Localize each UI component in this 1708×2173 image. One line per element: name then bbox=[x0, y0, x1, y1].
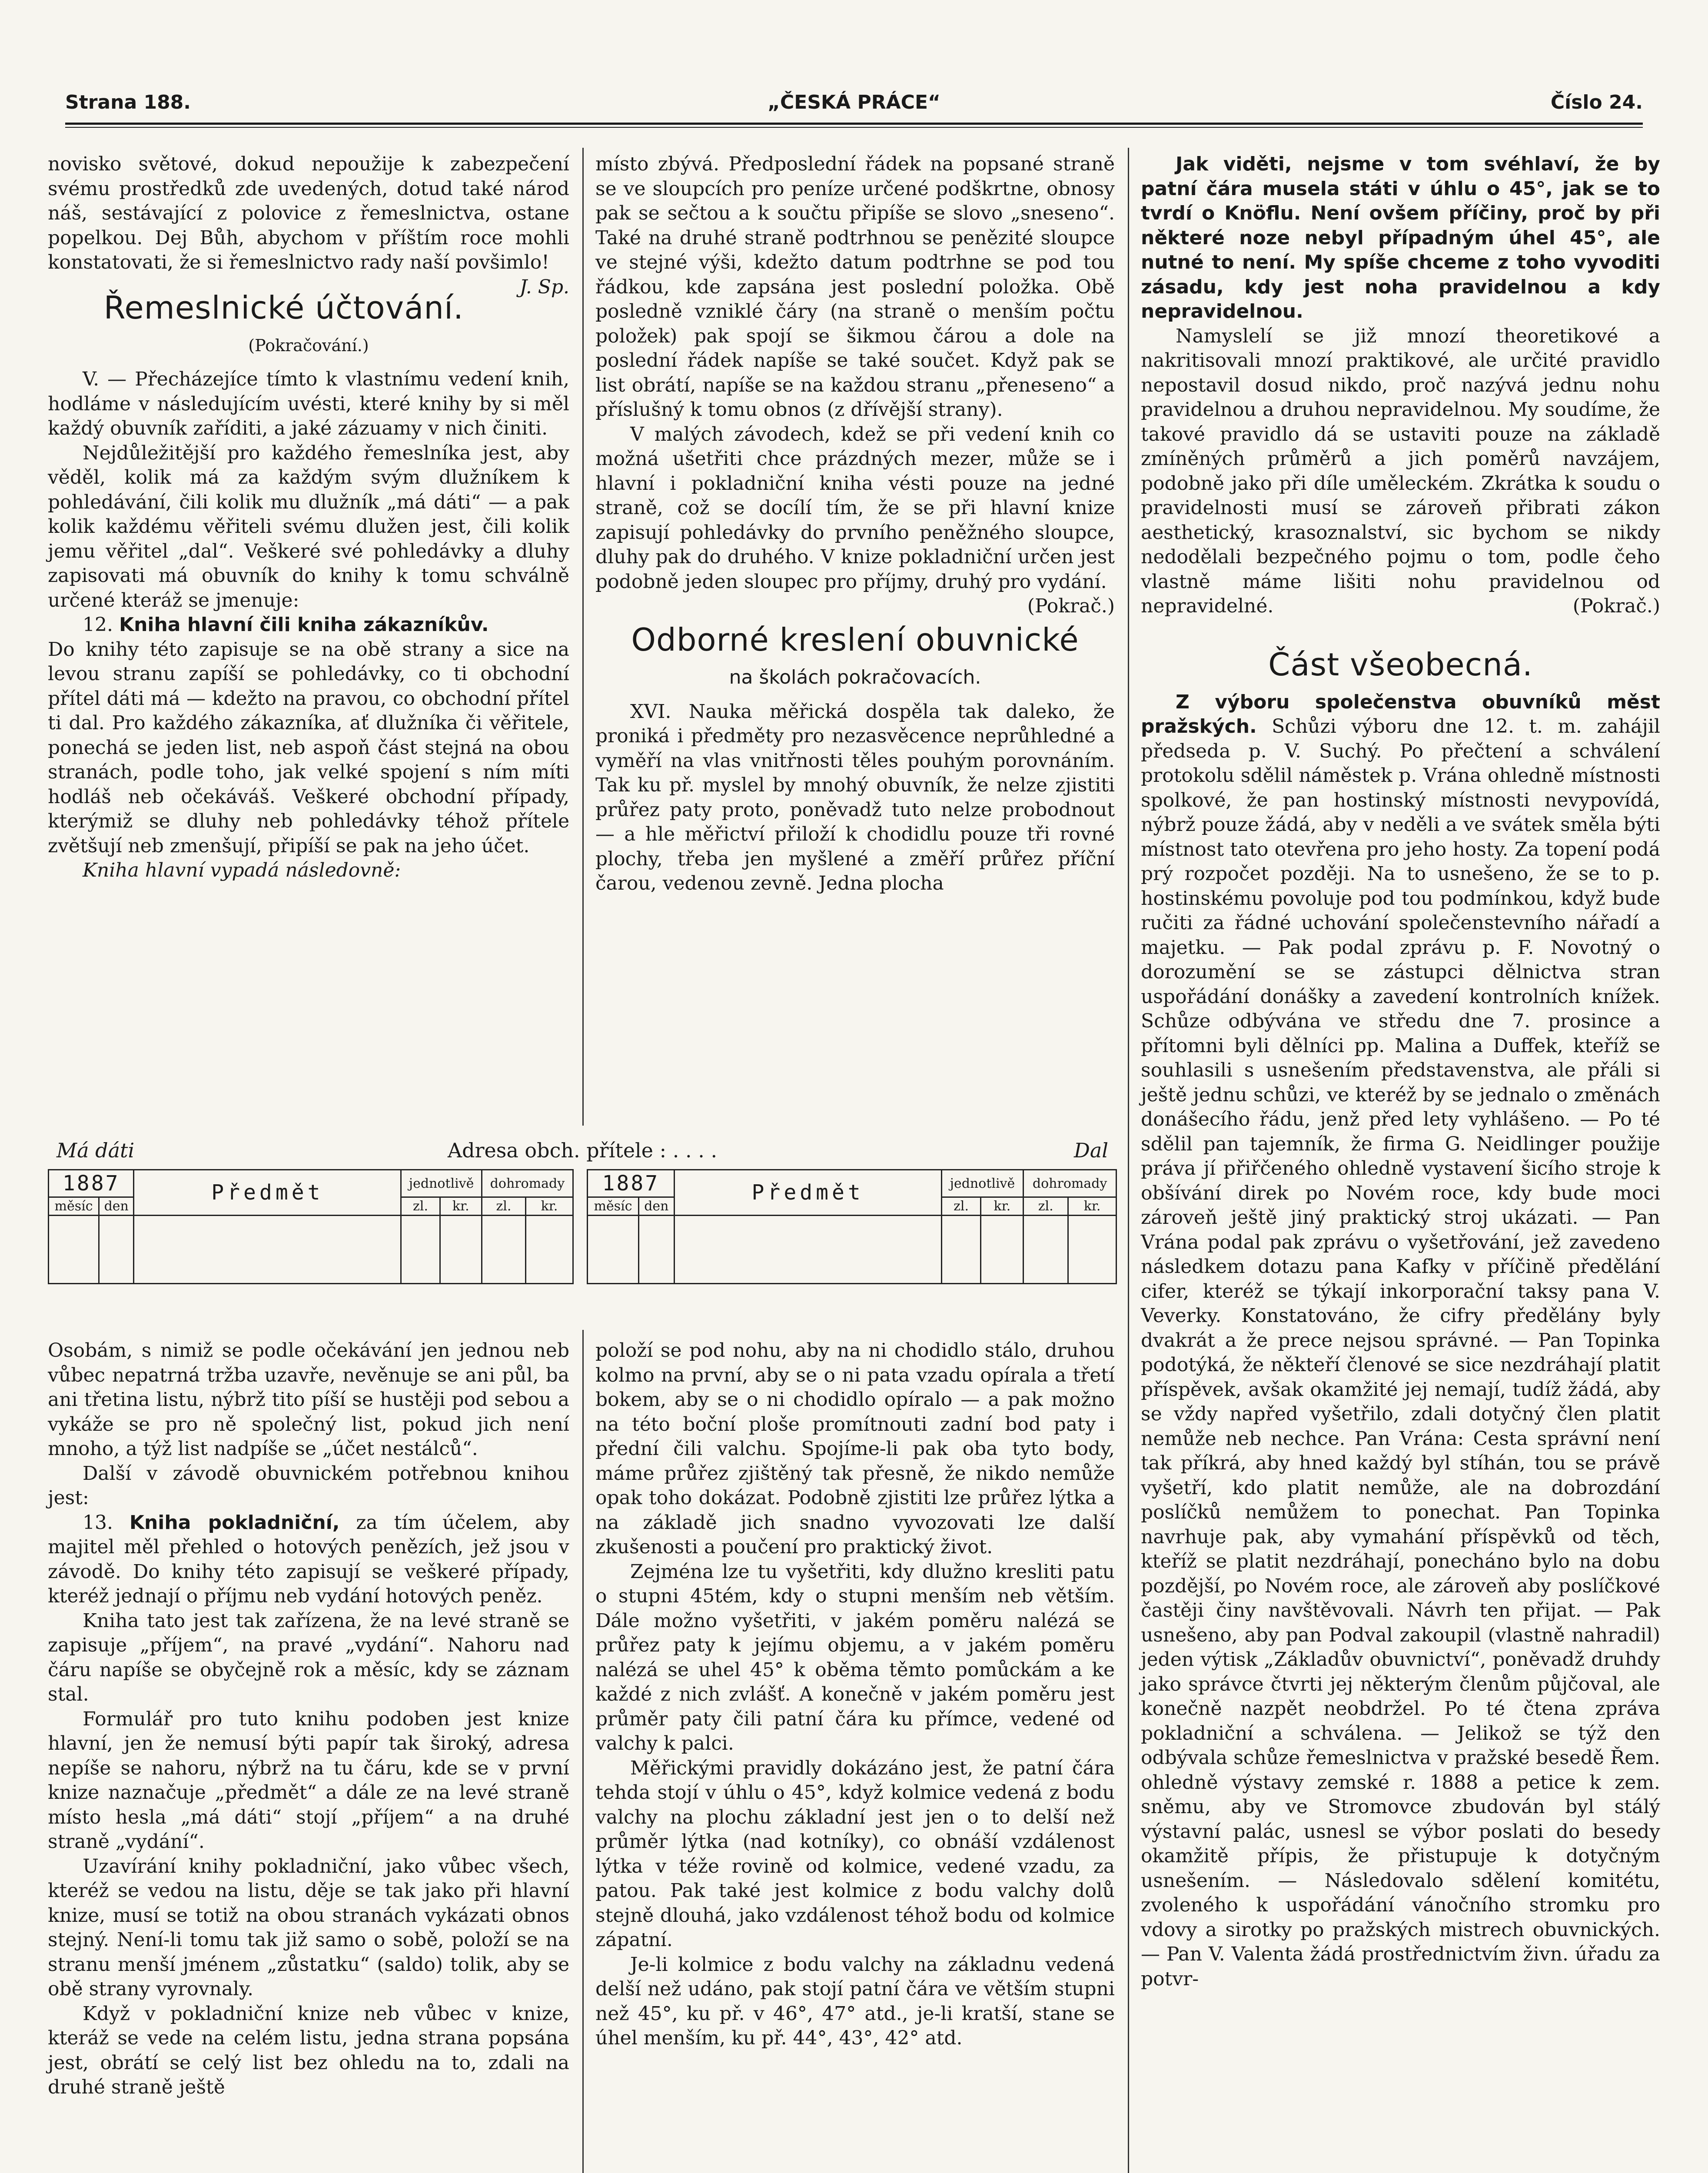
ledger-subject: Předmět bbox=[134, 1170, 401, 1216]
paragraph: Formulář pro tuto knihu podoben jest knize hlavní, jen že nemusí býti papír tak široký, adresa nepíše se nahoru, nýbrž na tu čáru, kde se v první knize naznačuje „předmět“ a dále ze na levé straně místo hesla „má dáti“ stojí „příjem“ a na druhé straně „vydání“. bbox=[48, 1708, 569, 1853]
ledger-table-credit bbox=[587, 1169, 1117, 1284]
ledger-month: měsíc bbox=[49, 1197, 99, 1216]
section-heading: Část všeobecná. bbox=[1268, 646, 1533, 683]
ledger-kr: kr. bbox=[981, 1197, 1023, 1216]
paragraph: Do knihy této zapisuje se na obě strany a sice na levou stranu zapíší se pohledávky, co ti obchodní přítel dáti má — kdežto na pravou, co obchodní přítel ti dal. Pro každého zákazníka, ať dlužníka či věřitele, ponechá se jeden list, neb aspoň část stejná na obou stranách, podle toho, jak velké spojení s ním míti hodláš neb očekáváš. Veškeré obchodní případy, kterýmiž se dluhy neb pohledávky téhož přítele zvětšují neb zmenšují, připíší se pak na jeho účet. bbox=[48, 638, 569, 857]
header-rule bbox=[65, 123, 1643, 125]
column-1-upper bbox=[48, 152, 569, 883]
paragraph: V malých závodech, kdež se při vedení knih co možná ušetřiti chce prázdných mezer, může se i hlavní i pokladniční kniha vésti pouze na jedné straně, což se docílí tím, že se při hlavní knize zapisují pohledávky do prvního peněžného sloupce, dluhy pak do druhého. V knize pokladniční určen jest podobně jeden sloupec pro příjmy, druhý pro vydání. (Pokrač.) bbox=[595, 422, 1115, 595]
column-2-lower bbox=[595, 1339, 1115, 2051]
ledger-day: den bbox=[639, 1197, 675, 1216]
ledger-example-credit bbox=[587, 1169, 1117, 1284]
paragraph: Když v pokladniční knize neb vůbec v knize, kteráž se vede na celém listu, jedna strana popsána jest, obrátí se celý list bez ohledu na to, zdali na druhé straně ještě bbox=[48, 2002, 569, 2098]
paragraph: Kniha tato jest tak zařízena, že na levé straně se zapisuje „příjem“, na pravé „vydání“. Nahoru nad čáru napíše se obyčejně rok a měsíc, kdy se záznam stal. bbox=[48, 1609, 569, 1705]
page-number: Strana 188. bbox=[65, 91, 191, 113]
paragraph: Další v závodě obuvnickém potřebnou knihou jest: bbox=[48, 1462, 569, 1509]
ledger-year: 1887 bbox=[588, 1170, 675, 1197]
section-heading: Řemeslnické účtování. bbox=[103, 289, 464, 326]
paragraph: položí se pod nohu, aby na ni chodidlo stálo, druhou kolmo na první, aby se o ni pata vzadu opírala a třetí bokem, aby se o ni chodidlo opíralo — a pak možno na této boční ploše promítnouti zadní bod paty i přední čili valchu. Spojíme-li pak oba tyto body, máme průřez zjištěný tak přesně, že nikdo nemůže opak toho dokázat. Podobně zjistiti lze průřez lýtka a na základě jich snadno vyvozovati lze další zkušenosti a poučení pro praktický život. bbox=[595, 1339, 1115, 1558]
ledger-unit-header: jednotlivě bbox=[941, 1170, 1023, 1197]
column-divider bbox=[582, 1330, 584, 2173]
ledger-total-header: dohromady bbox=[482, 1170, 573, 1197]
paragraph: novisko světové, dokud nepoužije k zabezpečení svému prostředků zde uvedených, dotud také národ náš, sestávající z polovice z řemeslnictva, ostane popelkou. Dej Bůh, abychom v příštím roce mohli konstatovati, že si řemeslnictvo rady naší povšimlo! J. Sp. bbox=[48, 152, 569, 275]
paragraph: Kniha hlavní vypadá následovně: bbox=[83, 859, 401, 881]
ledger-zl: zl. bbox=[1023, 1197, 1068, 1216]
numbered-heading: 12. Kniha hlavní čili kniha zákazníkův. bbox=[83, 614, 489, 636]
numbered-heading: 13. Kniha pokladniční, za tím účelem, aby majitel měl přehled o hotových penězích, jež jsou v závodě. Do knihy této zapisují se veškeré případy, kteréž jednají o příjmu neb vydání hotových peněz. bbox=[48, 1511, 570, 1607]
paragraph: Namyslelí se již mnozí theoretikové a nakritisovali mnozí praktikové, ale určité pravidlo nepostavil dosud nikdo, proč nazývá jednu nohu pravidelnou a druhou nepravidelnou. My soudíme, že takové pravidlo dá se ustaviti pouze na základě zmíněných průměrů a jich poměrů navzájem, podobně jako při díle uměleckém. Zkrátka k soudu o pravidelnosti musí se zároveň přibrati zákon aesthetický, krasoznalství, sic bychom se nikdy nedodělali bezpečného pojmu o tom, podle čeho vlastně máme lišiti nohu pravidelnou od nepravidelné. (Pokrač.) bbox=[1141, 324, 1660, 619]
section-subheading: (Pokračování.) bbox=[248, 336, 369, 355]
continuation-note: (Pokrač.) bbox=[1572, 595, 1660, 617]
page-header bbox=[65, 91, 1643, 122]
paragraph: Zejména lze tu vyšetřiti, kdy dlužno kresliti patu o stupni 45tém, kdy o stupni menším neb větším. Dále možno vyšetřiti, v jakém poměru nalézá se průřez paty k jejímu objemu, a v jakém poměru nalézá se uhel 45° k oběma těmto pomůckám a ke každé z nich zvlášť. A konečně v jakém poměru jest průměr paty čili patní čára ku přímce, vedené od valchy k palci. bbox=[595, 1560, 1115, 1754]
ledger-subject: Předmět bbox=[674, 1170, 941, 1216]
ledger-year: 1887 bbox=[49, 1170, 134, 1197]
issue-number: Číslo 24. bbox=[1550, 91, 1643, 113]
paragraph: Nejdůležitější pro každého řemeslníka jest, aby věděl, kolik má za každým svým dlužníkem k pohledávání, čili kolik mu dlužník „má dáti“ — a pak kolik každému věřiteli svému dlužen jest, čili kolik jemu věřitel „dal“. Veškeré své pohledávky a dluhy zapisovati má obuvník do knihy k tomu schválně určené kteráž se jmenuje: bbox=[48, 442, 569, 611]
paragraph: XVI. Nauka měřická dospěla tak daleko, že proniká i předměty pro nezasvěcence neprůhledné a vyměří na vlas vnitřnosti těles pouhým porovnáním. Tak ku př. myslel by mnohý obuvník, že nelze zjistiti průřez paty proto, poněvadž tuto nelze probodnout — a hle měřictví přiloží k chodidlu pouze tři rovné plochy, třeba jen myšlené a změří průřez příční čarou, vedenou zevně. Jedna plocha bbox=[595, 700, 1115, 894]
ledger-zl: zl. bbox=[401, 1197, 440, 1216]
paragraph: V. — Přecházejíce tímto k vlastnímu vedení knih, hodláme v následujícím uvésti, které knihy by si měl každý obuvník zaříditi, a jaké zázuamy v nich činiti. bbox=[48, 368, 569, 439]
column-divider bbox=[582, 148, 584, 1126]
ledger-debit-label: Má dáti bbox=[56, 1139, 135, 1162]
ledger-day: den bbox=[99, 1197, 134, 1216]
paragraph: Z výboru společenstva obuvníků měst pražských. Schůzi výboru dne 12. t. m. zahájil předseda p. V. Suchý. Po přečtení a schválení protokolu sdělil náměstek p. Vrána ohledně místnosti spolkové, že pan hostinský místnosti nevypovídá, nýbrž pouze žádá, aby v neděli a ve svátek směla býti místnost tato otevřena pro jeho hosty. Za topení podá prý rozpočet později. Na to usnešeno, že se to p. hostinskému povoluje pod tou podmínkou, když bude ručiti za řádné uchování společenstevního nářadí a majetku. — Pak podal zprávu p. F. Novotný o dorozumění se se zástupci dělnictva stran uspořádání donášky a zavedení kontrolních knížek. Schůze odbývána ve středu dne 7. prosince a přítomni byli dělníci pp. Malina a Duffek, kteříž se souhlasili s usnešením představenstva, ale přáli si ještě jednu schůzi, ve kteréž by se jednalo o změnách donášecího řádu, jenž před lety vyhlášeno. — Po té sdělil pan tajemník, že firma G. Neidlinger použije práva jí přiřčeného ohledně vystavení šicího stroje k obšívání direk po Novém roce, kdy bude moci zároveň ještě jiný praktický stroj ukázati. — Pan Vrána podal pak zprávu o vyšetřování, jež zavedeno následkem dotazu pana Kafky v příčině předělání cifer, kteréž se týkají inkorporační taksy pana V. Veverky. Konstatováno, že cifry předělány byly dvakrát a že prece nejsou správné. — Pan Topinka podotýká, že někteří členové se sice nezdráhají platit příspěvek, avšak okamžité jej nemají, tudíž žádá, aby se vždy napřed vyšetřilo, zdali dotyčný člen platit nemůže neb nechce. Pan Vrána: Cesta správní není tak příkrá, aby hned každý byl stíhán, tou se právě vyšetří, kdo platit nemůže, ale na dobrozdání poslíčků nemůžem to ponechat. Pan Topinka navrhuje pak, aby vymahání příspěvků od těch, kteříž se platit nezdráhají, ponecháno bylo na dobu pozdější, po Novém roce, ale zároveň aby poslíčkové častěji činy navštěvovali. Návrh ten přijat. — Pak usnešeno, aby pan Podval zakoupil (vlastně nahradil) jeden výtisk „Základův obuvnictví“, poněvadž druhdy jako správce čtvrti jej některým členům půjčoval, ale konečně nazpět neobdržel. Po té čtena zpráva pokladniční a schválena. — Jelikož se týž den odbývala schůze řemeslnictva v pražské besedě Řem. ohledně výstavy zemské r. 1888 a petice k zem. sněmu, aby ve Stromovce zbudován byl stálý výstavní palác, usnesl se výbor poslati do besedy okamžitě přípis, že přistupuje k dotyčným usnešením. — Následovalo sdělení komitétu, zvoleného k uspořádání vánočního stromku pro vdovy a sirotky po pražských mistrech obuvnických. — Pan V. Valenta žádá prostřednictvím živn. úřadu za potvr- bbox=[1141, 691, 1660, 1990]
journal-title: „ČESKÁ PRÁCE“ bbox=[768, 91, 940, 113]
ledger-caption bbox=[48, 1139, 1117, 1169]
paragraph: Osobám, s nimiž se podle očekávání jen jednou neb vůbec nepatrná tržba uzavře, nevěnuje se ani půl, ba ani třetina listu, nýbrž tito píší se hustěji pod sebou a vykáže se pro ně společný list, pokud jich není mnoho, a týž list nadpíše se „účet nestálců“. bbox=[48, 1339, 569, 1460]
ledger-kr: kr. bbox=[440, 1197, 482, 1216]
column-2-upper bbox=[595, 152, 1115, 896]
signature: J. Sp. bbox=[519, 276, 569, 298]
paragraph: Měřickými pravidly dokázáno jest, že patní čára tehda stojí v úhlu o 45°, když kolmice vedená z bodu valchy na plochu základní jest jen o to delší než průměr lýtka (nad kotníky), co obnáší vzdálenost lýtka v téže rovině od kolmice, vedené vzadu, za patou. Pak také jest kolmice z bodu valchy dolů stejně dlouhá, jako vzdálenost téhož bodu od kolmice zápatní. bbox=[595, 1757, 1115, 1951]
ledger-kr: kr. bbox=[1068, 1197, 1117, 1216]
ledger-credit-label: Dal bbox=[1073, 1139, 1108, 1162]
continuation-note: (Pokrač.) bbox=[1027, 595, 1115, 617]
paragraph: Jak viděti, nejsme v tom svéhlaví, že by patní čára musela státi v úhlu o 45°, jak se to tvrdí o Knöflu. Není ovšem příčiny, proč by při některé noze nebyl případným úhel 45°, ale nutné to není. My spíše chceme z toho vyvoditi zásadu, kdy jest noha pravidelnou a kdy nepravidelnou. bbox=[1141, 153, 1660, 322]
section-subheading: na školách pokračovacích. bbox=[729, 666, 981, 688]
ledger-kr: kr. bbox=[526, 1197, 573, 1216]
column-3 bbox=[1141, 152, 1660, 1991]
section-heading: Odborné kreslení obuvnické bbox=[631, 621, 1079, 658]
column-1-lower bbox=[48, 1339, 569, 2100]
paragraph: Uzavírání knihy pokladniční, jako vůbec všech, kteréž se vedou na listu, děje se tak jako při hlavní knize, musí se totiž na obou stranách vykázati obnos stejný. Není-li tomu tak již samo o sobě, položí se na stranu menší jménem „zůstatku“ (saldo) tolik, aby se obě strany vyrovnaly. bbox=[48, 1855, 569, 2000]
ledger-zl: zl. bbox=[941, 1197, 981, 1216]
ledger-table-debit bbox=[48, 1169, 574, 1284]
ledger-zl: zl. bbox=[482, 1197, 525, 1216]
ledger-month: měsíc bbox=[588, 1197, 639, 1216]
header-rule-thin bbox=[65, 127, 1643, 128]
ledger-unit-header: jednotlivě bbox=[401, 1170, 482, 1197]
ledger-address-label: Adresa obch. přítele : . . . . bbox=[447, 1139, 718, 1162]
ledger-total-header: dohromady bbox=[1023, 1170, 1117, 1197]
column-divider bbox=[1128, 148, 1129, 2173]
paragraph: místo zbývá. Předposlední řádek na popsané straně se ve sloupcích pro peníze určené podškrtne, obnosy pak se sečtou a k součtu připíše se slovo „sneseno“. Také na druhé straně podtrhnou se penězité sloupce ve stejné výši, kdežto datum podtrhne se pod tou řádkou, kde zapsána jest poslední položka. Obě posledně vzniklé čáry (na straně o menším počtu položek) pak spojí se šikmou čárou a dole na poslední řádek napíše se také součet. Když pak se list obrátí, napíše se na každou stranu „přeneseno“ a příslušný k tomu obnos (z dřívější strany). bbox=[595, 153, 1115, 421]
paragraph: Je-li kolmice z bodu valchy na základnu vedená delší než udáno, pak stojí patní čára ve větším stupni než 45°, ku př. v 46°, 47° atd., je-li kratší, stane se úhel menším, ku př. 44°, 43°, 42° atd. bbox=[595, 1953, 1115, 2049]
